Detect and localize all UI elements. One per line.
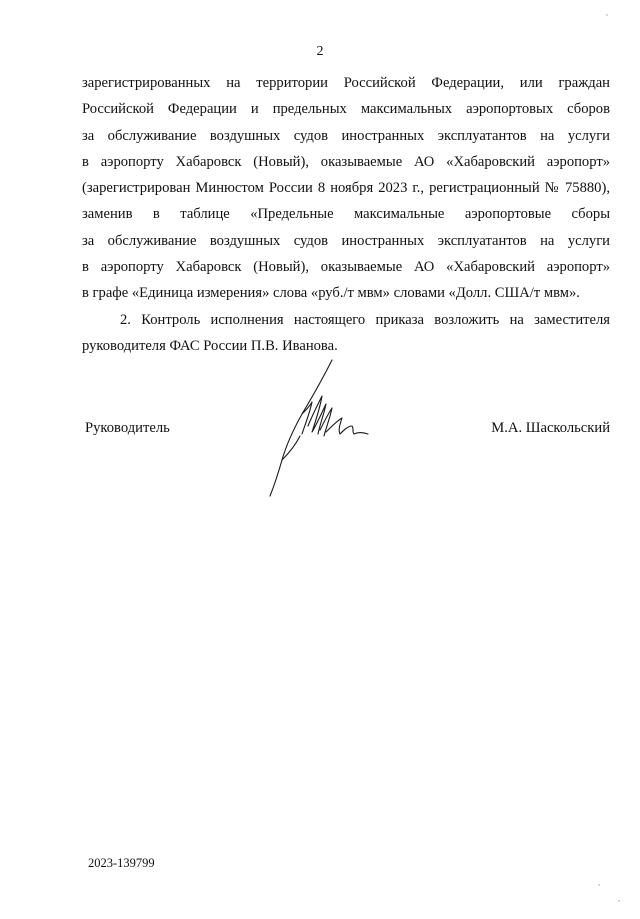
document-body bbox=[82, 74, 610, 363]
signatory-title: Руководитель bbox=[85, 420, 170, 436]
body-line: руководителя ФАС России П.В. Иванова. bbox=[82, 337, 338, 354]
handwritten-signature bbox=[262, 356, 372, 498]
body-line: заменив в таблице «Предельные максимальные аэропортовые сборы bbox=[82, 206, 610, 223]
document-number: 2023-139799 bbox=[88, 856, 155, 870]
body-line: (зарегистрирован Минюстом России 8 ноября 2023 г., регистрационный № 75880), bbox=[82, 180, 610, 197]
body-line: 2. Контроль исполнения настоящего приказа возложить на заместителя bbox=[120, 311, 610, 328]
body-line: за обслуживание воздушных судов иностранных эксплуатантов на услуги bbox=[82, 127, 610, 144]
scan-artifact bbox=[606, 14, 608, 16]
body-line: зарегистрированных на территории Российской Федерации, или граждан bbox=[82, 75, 610, 91]
body-line: в аэропорту Хабаровск (Новый), оказываемые АО «Хабаровский аэропорт» bbox=[82, 153, 610, 170]
body-line: Российской Федерации и предельных максимальных аэропортовых сборов bbox=[82, 101, 610, 118]
body-line: в графе «Единица измерения» слова «руб./т мвм» словами «Долл. США/т мвм». bbox=[82, 285, 580, 302]
body-line: за обслуживание воздушных судов иностранных эксплуатантов на услуги bbox=[82, 232, 610, 249]
page-number: 2 bbox=[316, 44, 324, 59]
scan-artifact bbox=[598, 884, 600, 886]
body-line: в аэропорту Хабаровск (Новый), оказываемые АО «Хабаровский аэропорт» bbox=[82, 259, 610, 276]
signatory-name: М.А. Шаскольский bbox=[491, 420, 610, 436]
scan-artifact bbox=[618, 900, 620, 902]
